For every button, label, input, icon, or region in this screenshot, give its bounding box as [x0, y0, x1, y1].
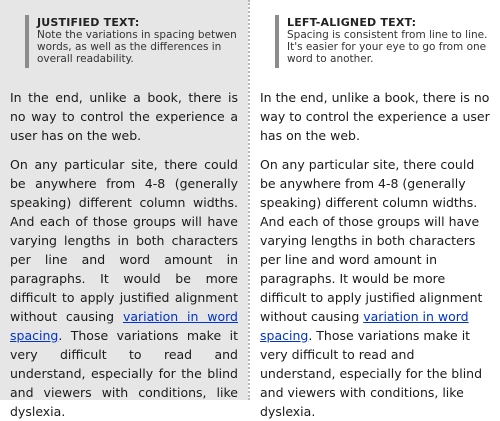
left-aligned-note [275, 15, 490, 68]
left-aligned-column [250, 0, 500, 419]
justified-paragraph-2-end: . Those variations make it very difficult to read and understand, especially for the blind and viewers with conditions, like dyslexia. [10, 328, 238, 419]
left-aligned-title: LEFT-ALIGNED TEXT: [287, 16, 417, 29]
left-aligned-paragraph-2-end: . Those variations make it very difficult to read and understand, especially for the blind and viewers with conditions, like dyslexia. [260, 328, 483, 419]
variation-link[interactable]: variation in word spacing [10, 309, 238, 343]
justified-paragraph-2-start: On any particular site, there could be anywhere from 4-8 (generally speaking) different column widths. And each of those groups will have varying lengths in both characters per line and word amount in paragraphs. It would be more difficult to apply justified alignment without causing [10, 157, 238, 324]
justified-title: JUSTIFIED TEXT: [37, 16, 140, 29]
justified-note-text: Note the variations in spacing betwen words, as well as the differences in overall readability. [37, 29, 237, 65]
variation-link[interactable]: variation in word spacing [260, 309, 469, 343]
left-aligned-note-text: Spacing is consistent from line to line. It's easier for your eye to go from one word to another. [287, 29, 488, 65]
justified-paragraph-2 [10, 155, 238, 421]
left-aligned-paragraph-1: In the end, unlike a book, there is no way to control the experience a user has on the web. [260, 90, 490, 143]
justified-column [0, 0, 248, 419]
justified-note [25, 15, 238, 68]
left-aligned-paragraph-2 [260, 155, 490, 421]
left-aligned-paragraph-2-start: On any particular site, there could be anywhere from 4-8 (generally speaking) different column widths. And each of those groups will have varying lengths in both characters per line and word amount in paragraphs. It would be more difficult to apply justified alignment without causing [260, 157, 483, 324]
justified-paragraph-1: In the end, unlike a book, there is no way to control the experience a user has on the web. [10, 90, 238, 143]
